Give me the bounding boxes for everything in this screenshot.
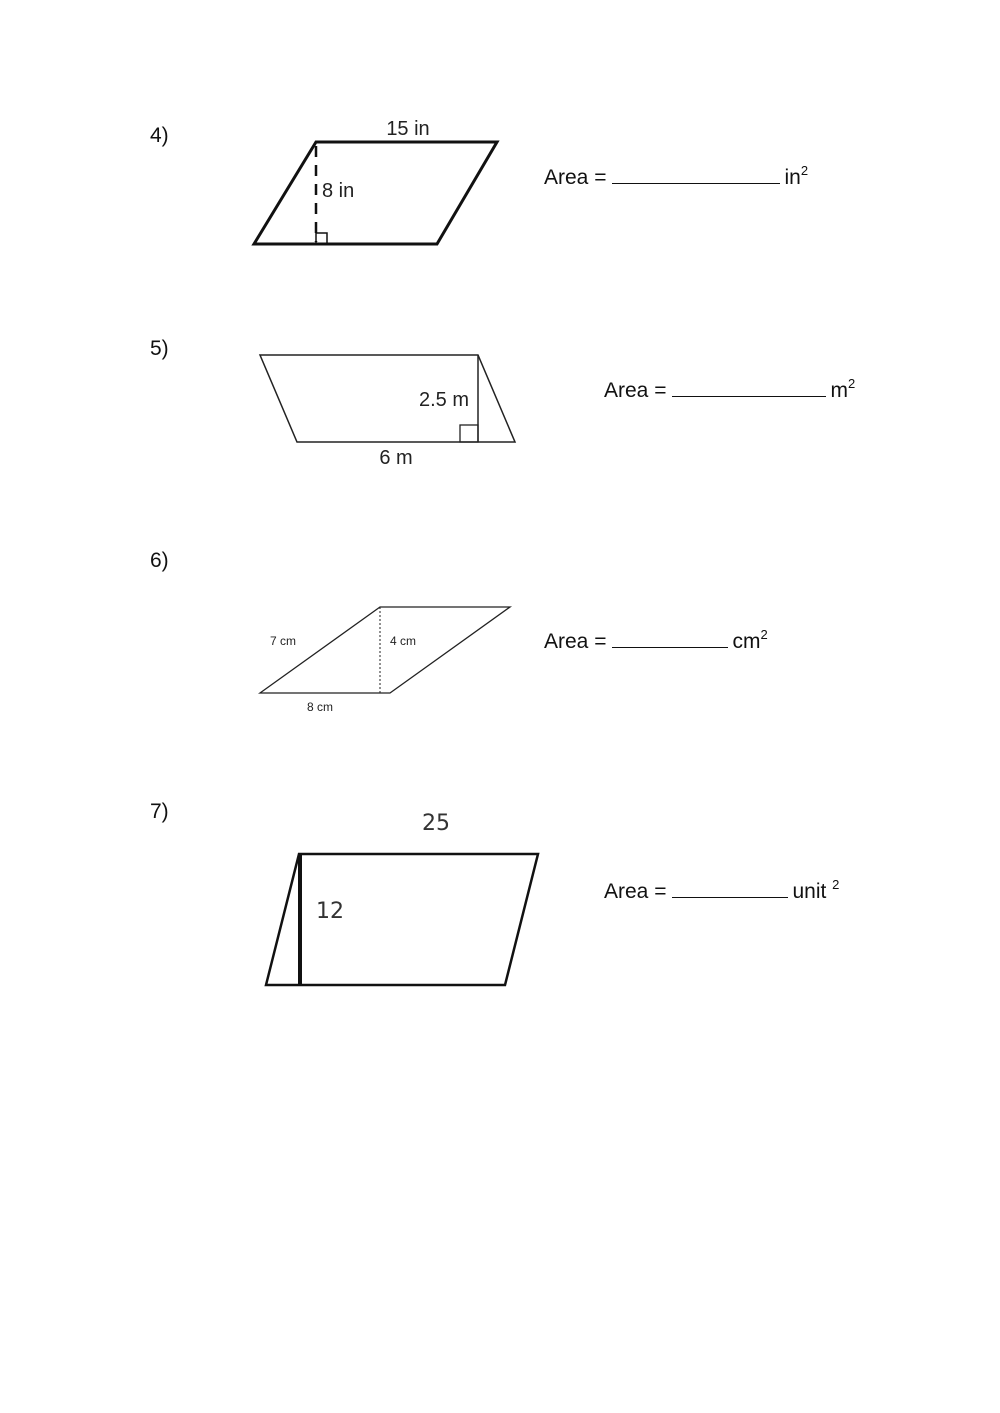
parallelogram-shape — [254, 142, 497, 244]
answer-blank[interactable] — [612, 629, 728, 648]
problem-number: 7) — [150, 800, 169, 823]
parallelogram-figure — [240, 110, 510, 260]
answer-line — [604, 378, 855, 403]
right-angle-mark — [460, 425, 478, 442]
answer-prefix: Area = — [544, 630, 607, 653]
answer-prefix: Area = — [544, 166, 607, 189]
answer-blank[interactable] — [672, 378, 826, 397]
parallelogram-diagram — [250, 345, 530, 475]
height-label: 4 cm — [390, 634, 417, 648]
answer-exponent: 2 — [760, 627, 768, 642]
parallelogram-shape — [266, 854, 538, 985]
answer-prefix: Area = — [604, 379, 667, 402]
top-side-label: 25 — [422, 811, 450, 836]
height-label: 2.5 m — [418, 389, 469, 411]
base-label: 6 m — [379, 447, 413, 469]
answer-unit: unit — [792, 880, 827, 903]
answer-prefix: Area = — [604, 880, 667, 903]
answer-unit: m — [830, 379, 848, 402]
parallelogram-diagram — [240, 110, 510, 260]
problem-number: 6) — [150, 549, 169, 572]
parallelogram-diagram — [255, 800, 555, 1000]
answer-blank[interactable] — [672, 879, 788, 898]
answer-exponent: 2 — [847, 376, 856, 391]
problem-number: 4) — [150, 124, 169, 147]
base-label: 8 cm — [306, 700, 334, 714]
answer-exponent: 2 — [832, 877, 840, 892]
answer-unit: in — [784, 166, 801, 189]
parallelogram-figure — [250, 600, 520, 720]
problem-number: 5) — [150, 337, 169, 360]
parallelogram-shape — [260, 355, 515, 442]
answer-unit: cm — [732, 630, 761, 653]
parallelogram-shape — [260, 607, 510, 693]
answer-line — [544, 629, 768, 654]
parallelogram-figure — [250, 345, 530, 475]
right-angle-mark — [316, 233, 327, 244]
answer-blank[interactable] — [612, 165, 780, 184]
top-side-label: 15 in — [386, 118, 430, 140]
answer-line — [544, 165, 808, 190]
answer-line — [604, 879, 839, 904]
parallelogram-diagram — [250, 600, 520, 720]
answer-exponent: 2 — [800, 163, 809, 178]
side-label: 7 cm — [270, 634, 297, 648]
parallelogram-figure — [255, 800, 555, 1000]
height-label: 8 in — [322, 180, 355, 202]
height-label: 12 — [316, 899, 344, 924]
